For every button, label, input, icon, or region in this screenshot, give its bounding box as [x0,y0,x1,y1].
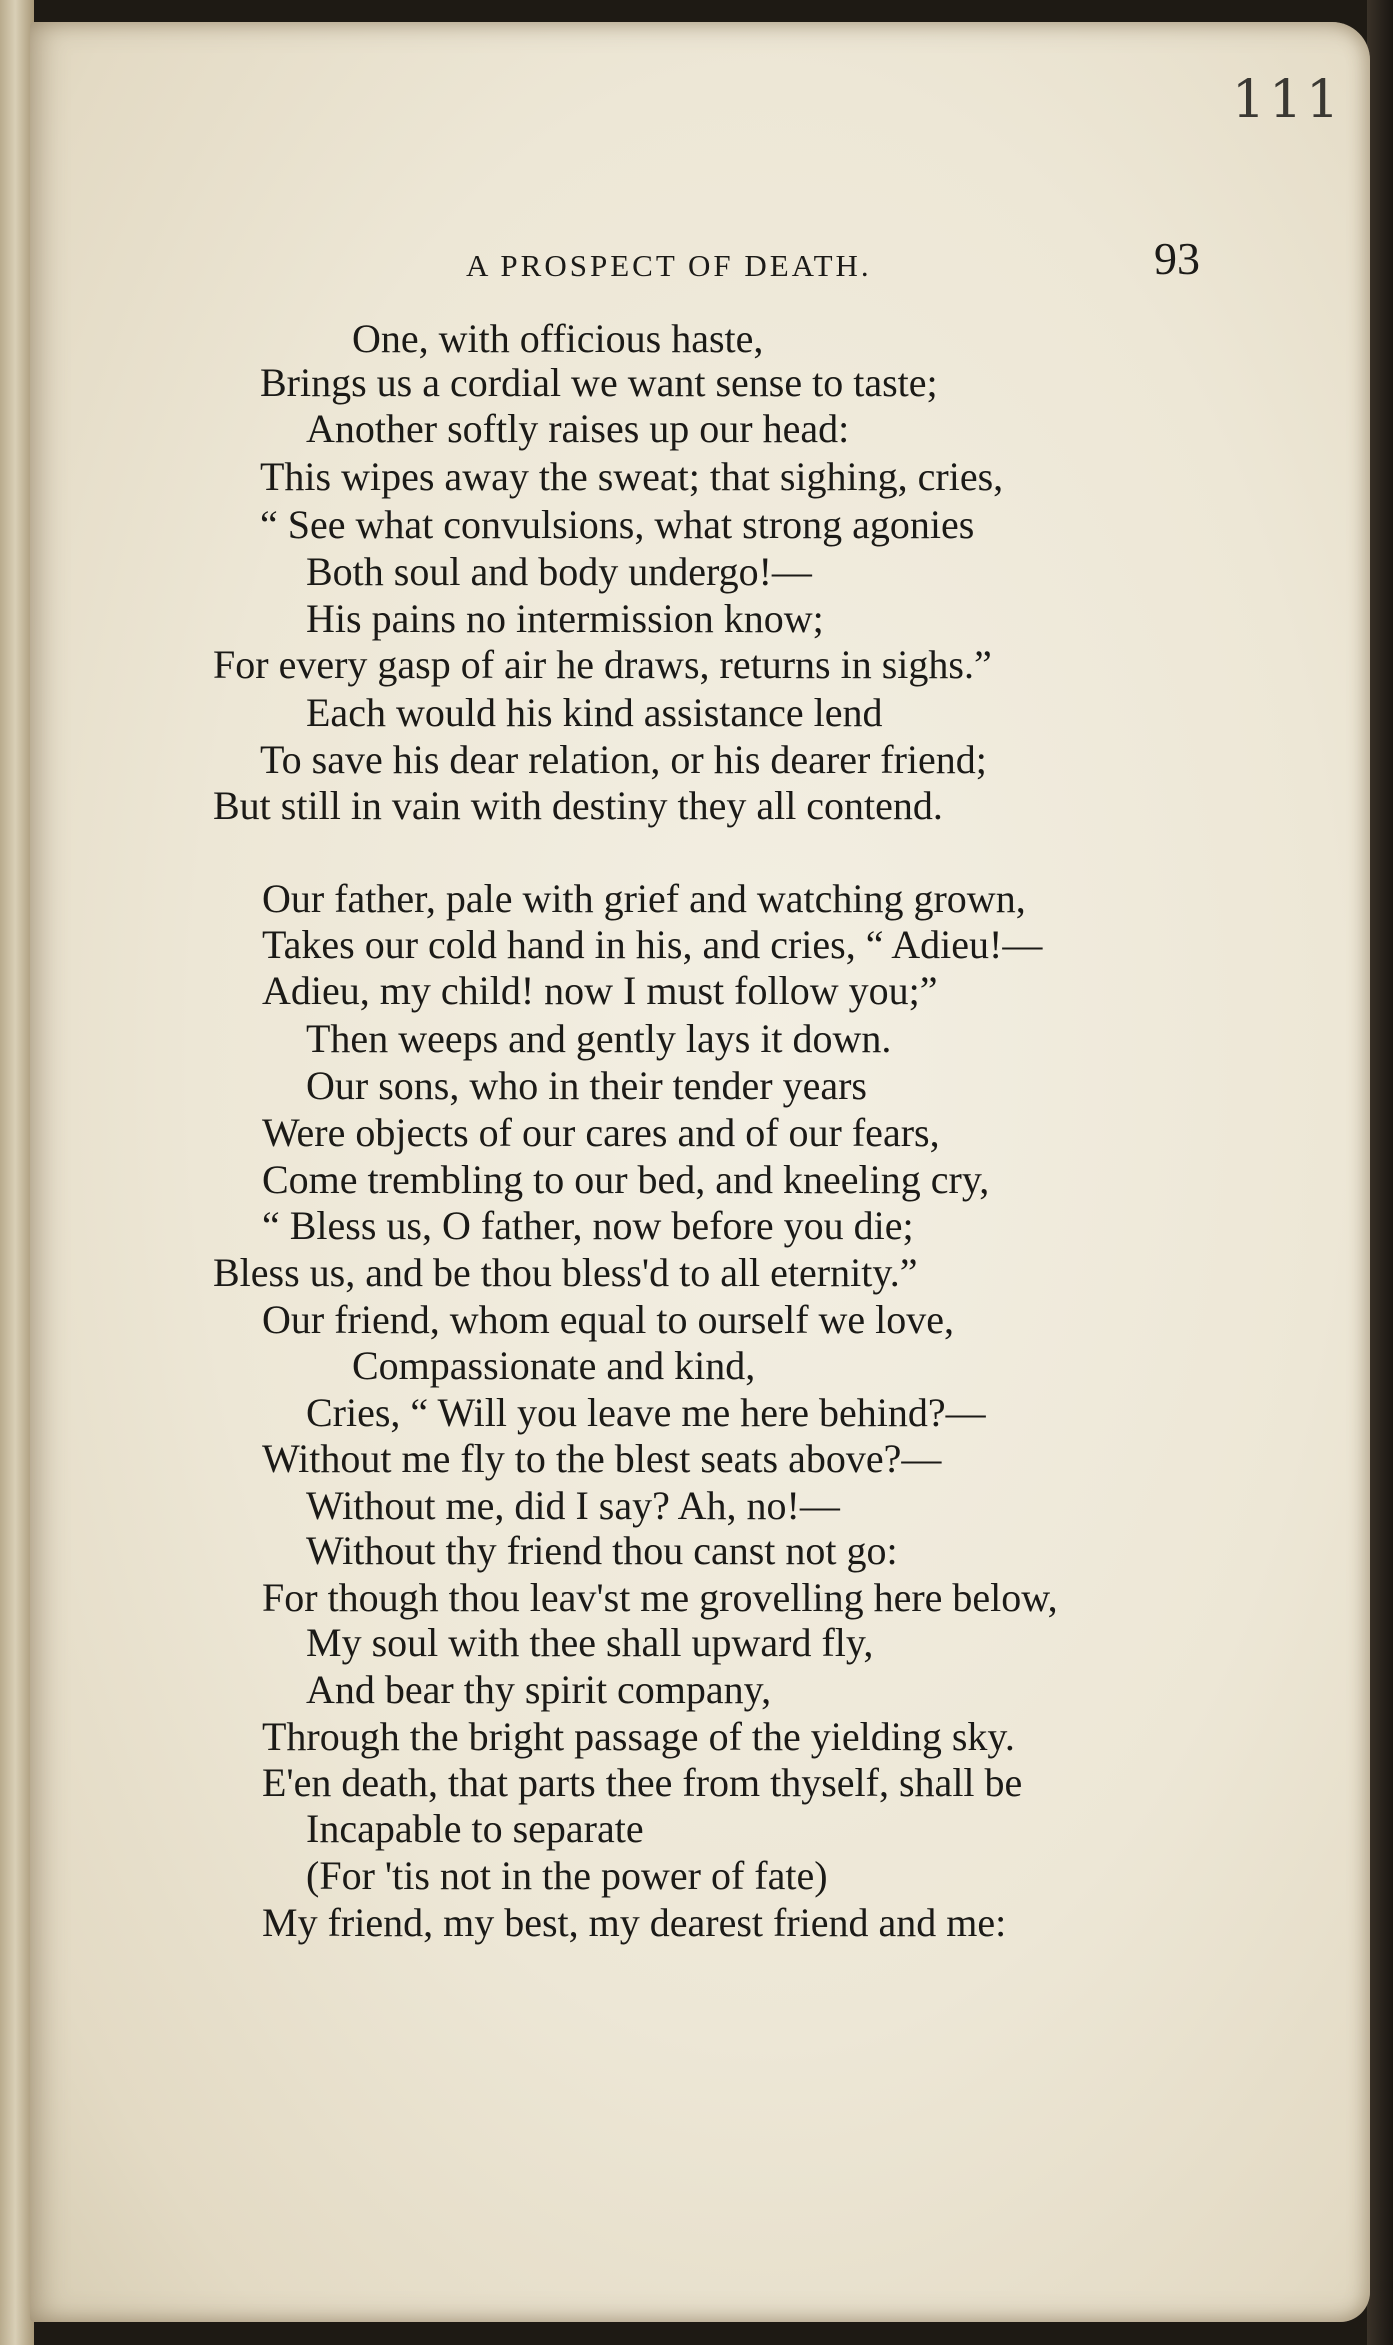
poem-line: One, with officious haste, [352,316,764,361]
poem-line: His pains no intermission know; [306,596,824,641]
poem-line: My friend, my best, my dearest friend and me: [262,1900,1007,1945]
poem-line: E'en death, that parts thee from thyself, shall be [262,1760,1023,1805]
poem-line: Without me, did I say? Ah, no!— [306,1483,840,1528]
poem-line: For though thou leav'st me grovelling here below, [262,1575,1058,1620]
poem-line: To save his dear relation, or his dearer friend; [260,737,987,782]
running-head: A PROSPECT OF DEATH. [466,248,872,283]
poem-line: But still in vain with destiny they all contend. [213,783,943,828]
poem-line: Come trembling to our bed, and kneeling cry, [262,1157,990,1202]
poem-line: For every gasp of air he draws, returns in sighs.” [213,642,992,687]
handwritten-folio-mark: 111 [1232,70,1344,130]
poem-line: Each would his kind assistance lend [306,690,883,735]
poem-line: And bear thy spirit company, [306,1667,772,1712]
poem-line: Then weeps and gently lays it down. [306,1016,892,1061]
poem-line: My soul with thee shall upward fly, [306,1620,874,1665]
poem-line: Bless us, and be thou bless'd to all eternity.” [213,1250,918,1295]
poem-line: Through the bright passage of the yielding sky. [262,1714,1015,1759]
poem-line: Our friend, whom equal to ourself we love, [262,1297,955,1342]
poem-line: Our father, pale with grief and watching grown, [262,876,1026,921]
poem-line: Takes our cold hand in his, and cries, “ Adieu!— [262,922,1043,967]
poem-line: Our sons, who in their tender years [306,1063,867,1108]
poem-line: Without thy friend thou canst not go: [306,1528,898,1573]
poem-line: Without me fly to the blest seats above?— [262,1436,942,1481]
poem-line: Were objects of our cares and of our fears, [262,1110,940,1155]
poem-line: “ Bless us, O father, now before you die; [262,1203,914,1248]
page-number: 93 [1154,233,1200,284]
poem-line: Brings us a cordial we want sense to taste; [260,360,938,405]
poem-line: This wipes away the sweat; that sighing, cries, [260,454,1004,499]
poem-line: “ See what convulsions, what strong agonies [260,502,975,547]
poem-line: Both soul and body undergo!— [306,549,812,594]
poem-line: Adieu, my child! now I must follow you;” [262,968,938,1013]
poem-line: Compassionate and kind, [352,1343,756,1388]
poem-line: Another softly raises up our head: [306,406,850,451]
poem-line: (For 'tis not in the power of fate) [306,1853,828,1898]
poem-line: Cries, “ Will you leave me here behind?— [306,1390,986,1435]
poem-line: Incapable to separate [306,1806,644,1851]
